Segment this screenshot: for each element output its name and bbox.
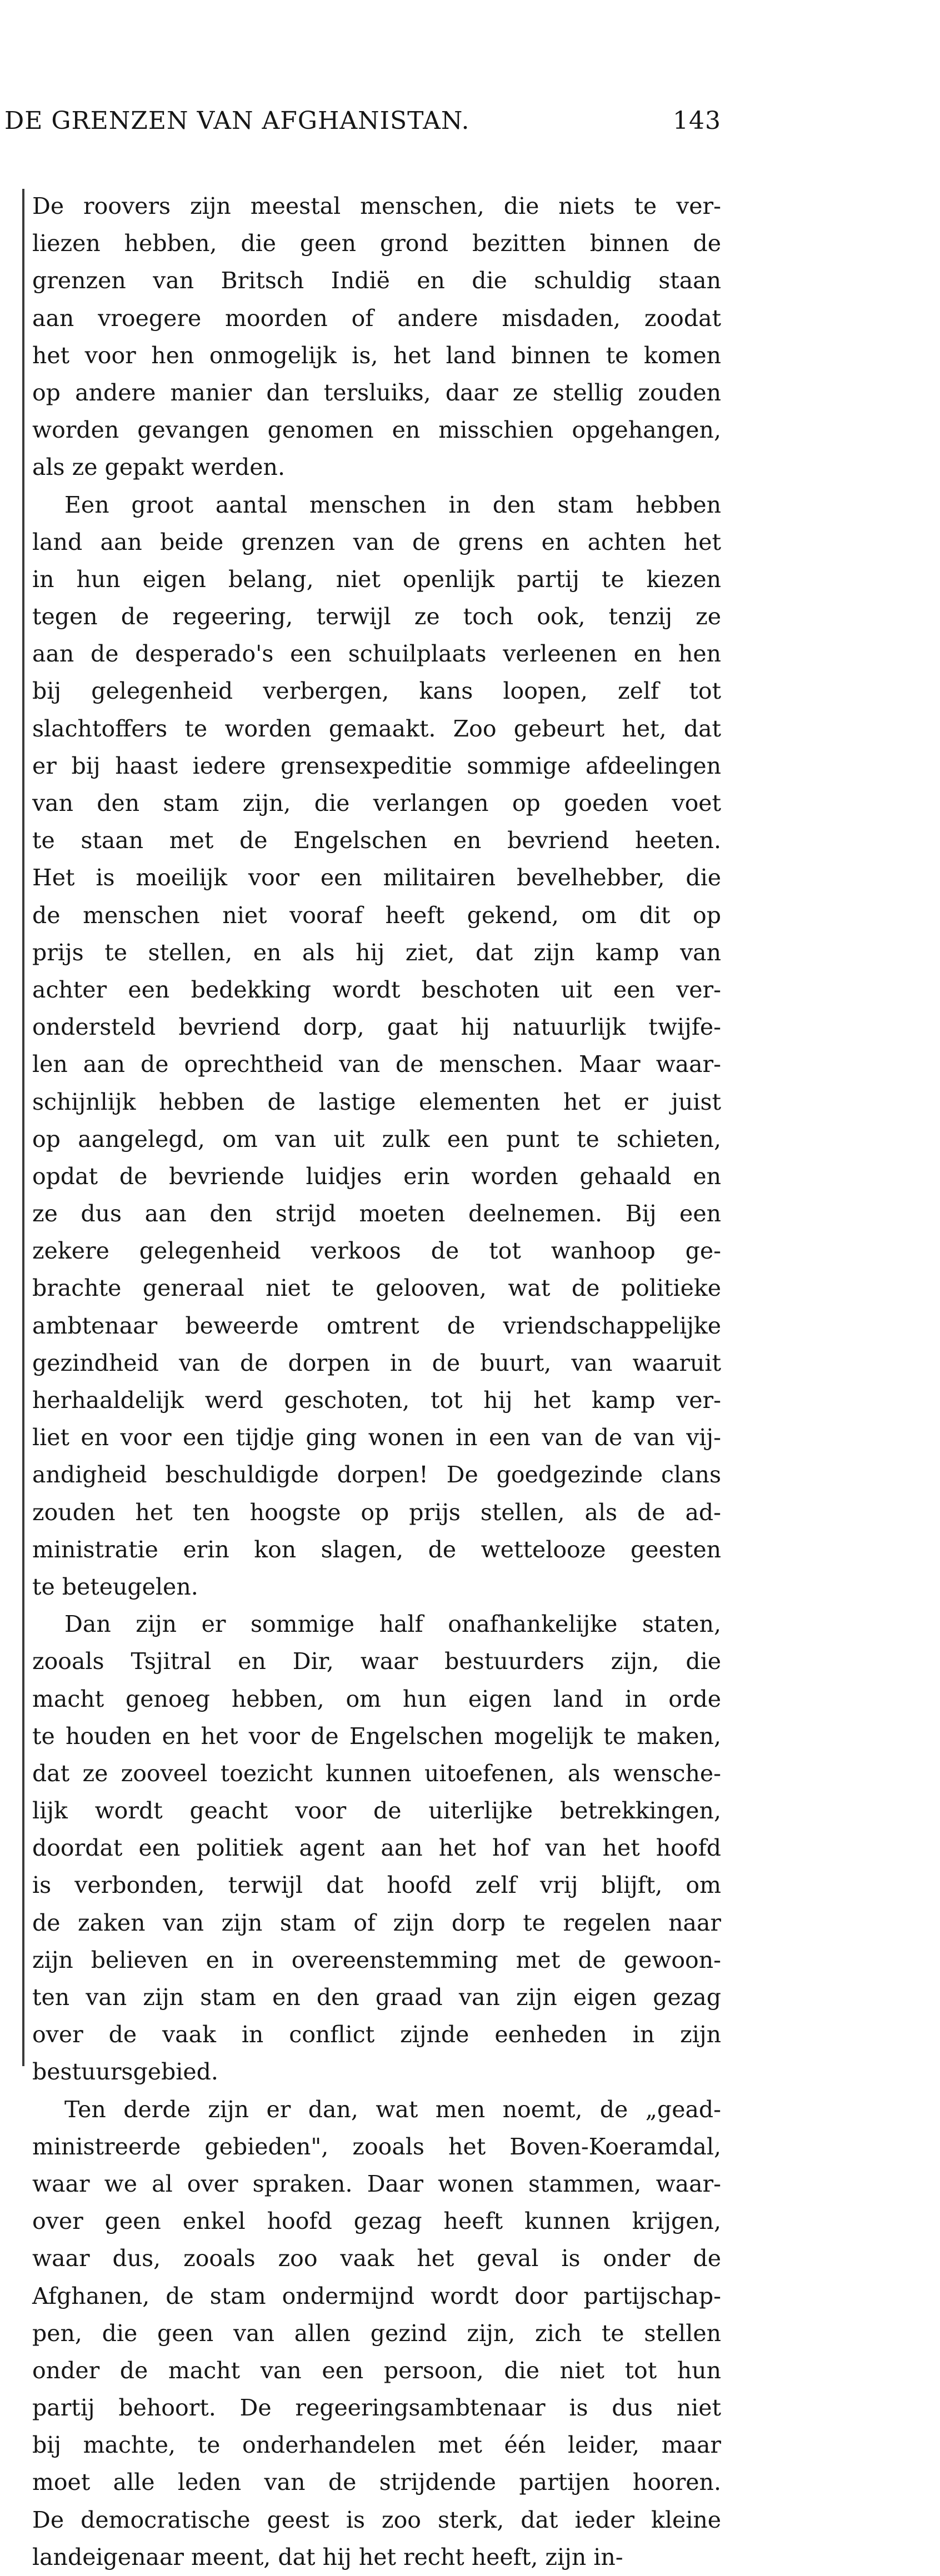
text-line: achter een bedekking wordt beschoten uit een ver-	[32, 976, 721, 1003]
text-line: de menschen niet vooraf heeft gekend, om dit op	[32, 901, 721, 929]
paragraph	[32, 2091, 721, 2576]
text-line: moet alle leden van de strijdende partijen hooren.	[32, 2469, 721, 2496]
text-line: over geen enkel hoofd gezag heeft kunnen krijgen,	[32, 2208, 721, 2235]
text-line: gezindheid van de dorpen in de buurt, van waaruit	[32, 1349, 721, 1376]
text-line: onder de macht van een persoon, die niet tot hun	[32, 2357, 721, 2384]
text-line: zijn believen en in overeenstemming met de gewoon-	[32, 1946, 721, 1973]
running-head	[4, 107, 721, 146]
text-line: zooals Tsjitral en Dir, waar bestuurders zijn, die	[32, 1648, 721, 1675]
running-title: DE GRENZEN VAN AFGHANISTAN.	[4, 107, 470, 135]
text-line: aan de desperado's een schuilplaats verleenen en hen	[32, 640, 721, 668]
text-line: van den stam zijn, die verlangen op goeden voet	[32, 790, 721, 816]
text-line: Het is moeilijk voor een militairen bevelhebber, die	[32, 864, 721, 891]
text-line: Dan zijn er sommige half onafhankelijke staten,	[64, 1611, 721, 1638]
text-line: opdat de bevriende luidjes erin worden gehaald en	[32, 1162, 721, 1190]
text-line: liet en voor een tijdje ging wonen in een van de van vij-	[32, 1424, 721, 1451]
text-line: pen, die geen van allen gezind zijn, zich te stellen	[32, 2319, 721, 2347]
text-line: over de vaak in conflict zijnde eenheden in zijn	[32, 2021, 721, 2048]
text-line: ondersteld bevriend dorp, gaat hij natuurlijk twijfe-	[32, 1014, 721, 1041]
text-line: grenzen van Britsch Indië en die schuldig staan	[32, 267, 721, 294]
text-line: Een groot aantal menschen in den stam hebben	[64, 491, 721, 518]
text-line: op aangelegd, om van uit zulk een punt te schieten,	[32, 1125, 721, 1152]
text-line: het voor hen onmogelijk is, het land binnen te komen	[32, 342, 721, 369]
page-number: 143	[673, 107, 721, 135]
text-line: liezen hebben, die geen grond bezitten binnen de	[32, 230, 721, 257]
text-line: De democratische geest is zoo sterk, dat ieder kleine	[32, 2506, 721, 2533]
text-line: waar dus, zooals zoo vaak het geval is onder de	[32, 2245, 721, 2272]
text-line: worden gevangen genomen en misschien opgehangen,	[32, 417, 721, 444]
text-line: prijs te stellen, en als hij ziet, dat zijn kamp van	[32, 939, 721, 966]
text-line: ambtenaar beweerde omtrent de vriendschappelijke	[32, 1312, 721, 1339]
text-line: te beteugelen.	[32, 1573, 198, 1600]
text-line: zouden het ten hoogste op prijs stellen, als de ad-	[32, 1499, 721, 1526]
body-text	[32, 188, 721, 2576]
text-line: in hun eigen belang, niet openlijk partij te kiezen	[32, 565, 721, 593]
text-line: zekere gelegenheid verkoos de tot wanhoop ge-	[32, 1237, 721, 1265]
text-line: brachte generaal niet te gelooven, wat de politieke	[32, 1275, 721, 1302]
text-line: te houden en het voor de Engelschen mogelijk te maken,	[32, 1722, 721, 1750]
text-line: bij machte, te onderhandelen met één leider, maar	[32, 2432, 721, 2459]
text-line: Ten derde zijn er dan, wat men noemt, de „gead-	[64, 2096, 721, 2123]
text-line: ministreerde gebieden", zooals het Boven-Koeramdal,	[32, 2133, 721, 2160]
text-line: ze dus aan den strijd moeten deelnemen. Bij een	[32, 1200, 721, 1227]
text-line: partij behoort. De regeeringsambtenaar is dus niet	[32, 2394, 721, 2422]
text-line: Afghanen, de stam ondermijnd wordt door partijschap-	[32, 2282, 721, 2309]
text-line: ten van zijn stam en den graad van zijn eigen gezag	[32, 1984, 721, 2011]
text-line: bij gelegenheid verbergen, kans loopen, zelf tot	[32, 678, 721, 705]
text-line: als ze gepakt werden.	[32, 454, 285, 481]
text-line: macht genoeg hebben, om hun eigen land in orde	[32, 1685, 721, 1712]
margin-rule	[22, 189, 24, 2066]
text-line: de zaken van zijn stam of zijn dorp te regelen naar	[32, 1909, 721, 1936]
text-line: waar we al over spraken. Daar wonen stammen, waar-	[32, 2170, 721, 2197]
text-line: lijk wordt geacht voor de uiterlijke betrekkingen,	[32, 1797, 721, 1825]
paragraph	[32, 188, 721, 487]
text-line: doordat een politiek agent aan het hof van het hoofd	[32, 1835, 721, 1862]
text-line: tegen de regeering, terwijl ze toch ook, tenzij ze	[32, 603, 721, 630]
text-line: landeigenaar meent, dat hij het recht heeft, zijn in-	[32, 2543, 623, 2570]
text-line: aan vroegere moorden of andere misdaden, zoodat	[32, 304, 721, 332]
text-line: te staan met de Engelschen en bevriend heeten.	[32, 827, 721, 854]
text-line: schijnlijk hebben de lastige elementen het er juist	[32, 1088, 721, 1115]
text-line: ministratie erin kon slagen, de wettelooze geesten	[32, 1536, 721, 1563]
text-line: bestuursgebied.	[32, 2058, 218, 2086]
text-line: land aan beide grenzen van de grens en achten het	[32, 528, 721, 555]
text-line: op andere manier dan tersluiks, daar ze stellig zouden	[32, 379, 721, 406]
text-line: er bij haast iedere grensexpeditie sommige afdeelingen	[32, 752, 721, 779]
paragraph	[32, 1606, 721, 2091]
text-line: andigheid beschuldigde dorpen! De goedgezinde clans	[32, 1461, 721, 1489]
text-line: De roovers zijn meestal menschen, die niets te ver-	[32, 193, 721, 219]
text-line: slachtoffers te worden gemaakt. Zoo gebeurt het, dat	[32, 715, 721, 742]
text-line: len aan de oprechtheid van de menschen. Maar waar-	[32, 1051, 721, 1078]
text-line: dat ze zooveel toezicht kunnen uitoefenen, als wensche-	[32, 1760, 721, 1787]
text-line: is verbonden, terwijl dat hoofd zelf vrij blijft, om	[32, 1872, 721, 1899]
text-line: herhaaldelijk werd geschoten, tot hij het kamp ver-	[32, 1387, 721, 1414]
paragraph	[32, 487, 721, 1606]
